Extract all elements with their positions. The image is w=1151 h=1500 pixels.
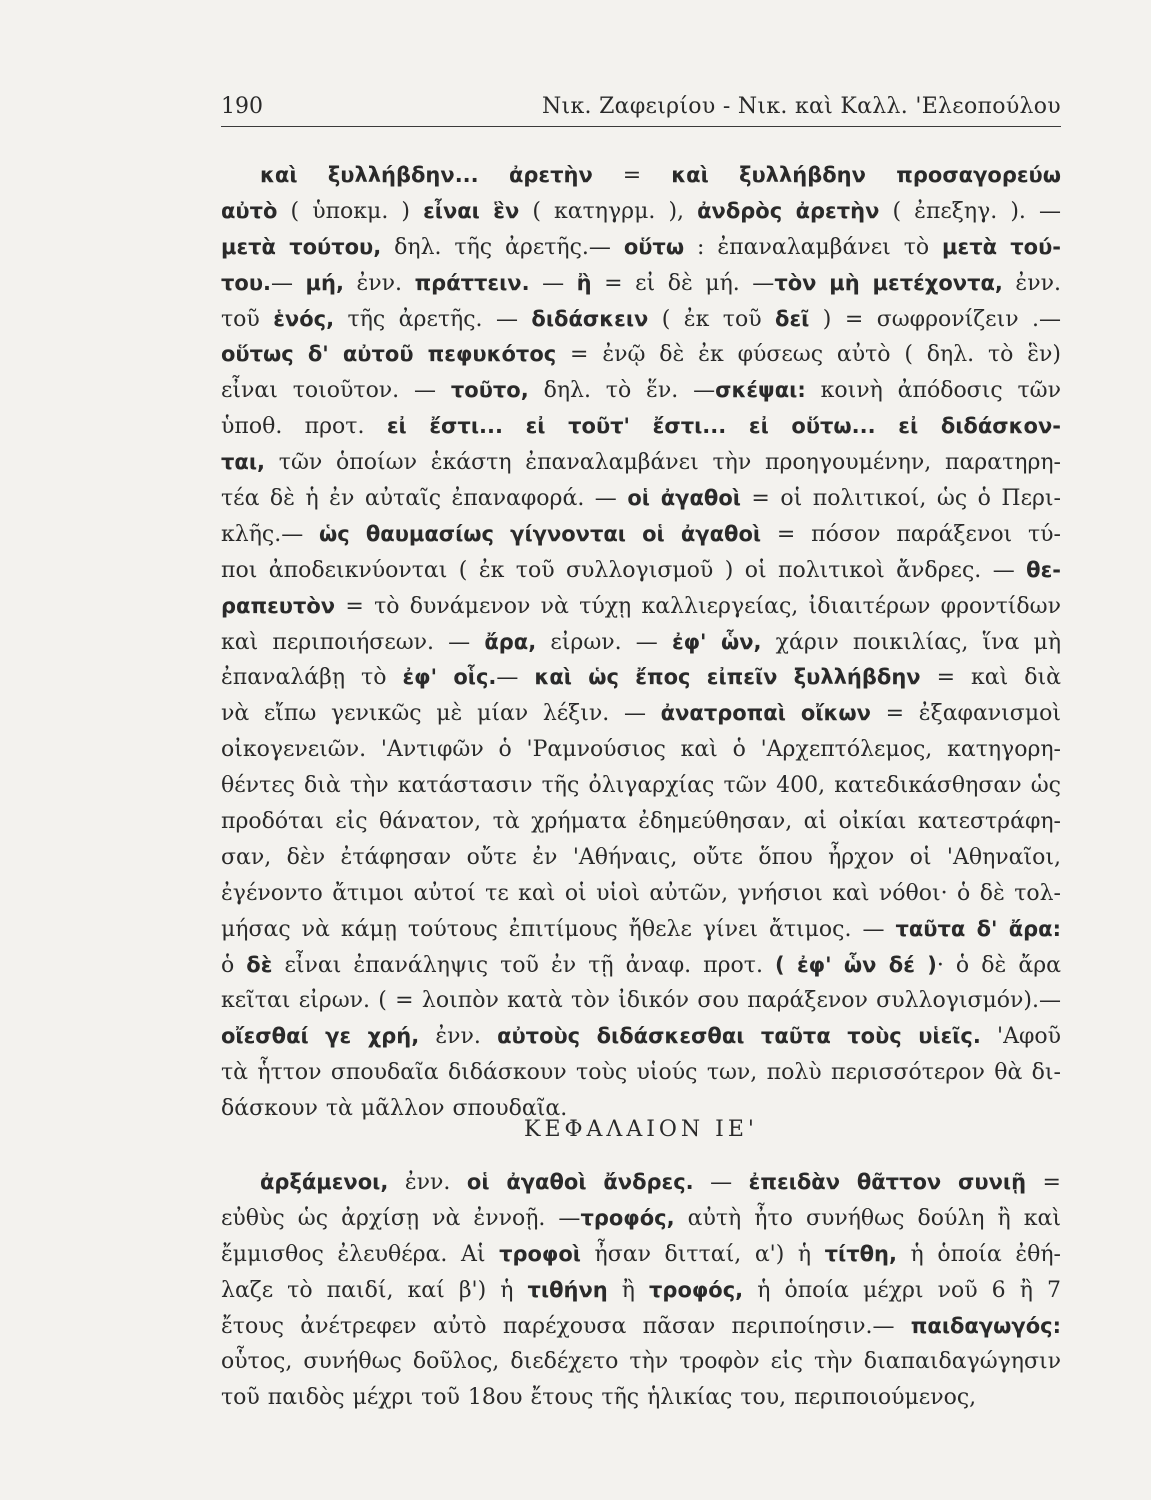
- text-line: [221, 1380, 1061, 1416]
- lemma: οὕτω: [623, 234, 685, 259]
- gloss: προδόται εἰς θάνατον, τὰ χρήματα ἐδημεύθησαν, αἱ οἰκίαι κατεστράφη-: [221, 809, 1061, 835]
- lemma: ἐφ' ὧν,: [671, 629, 762, 654]
- lemma: αὐτοὺς διδάσκεσθαι ταῦτα τοὺς υἱεῖς.: [497, 1024, 981, 1049]
- gloss: ἔτους ἀνέτρεφεν αὐτὸ παρέχουσα πᾶσαν περιποίησιν.—: [221, 1313, 911, 1339]
- lemma: μή,: [305, 270, 344, 295]
- gloss: λαζε τὸ παιδί, καί β') ἡ: [221, 1277, 528, 1303]
- gloss: = πόσον παράξενοι τύ-: [761, 521, 1061, 547]
- lemma: ἀνδρὸς ἀρετὴν: [697, 198, 880, 223]
- lemma: δὲ: [246, 952, 273, 977]
- text-line: [221, 481, 1061, 517]
- lemma: αὐτὸ: [221, 198, 278, 223]
- gloss: · ὁ δὲ ἄρα: [936, 952, 1061, 978]
- gloss: οἰκογενειῶν. 'Αντιφῶν ὁ 'Ραμνούσιος καὶ ὁ 'Αρχεπτόλεμος, κατηγορη-: [221, 737, 1061, 763]
- text-line: [221, 266, 1061, 302]
- text-line: [221, 912, 1061, 948]
- gloss: δηλ. τὸ ἕν. —: [528, 378, 716, 404]
- gloss: =: [592, 163, 672, 188]
- lemma: οἱ ἀγαθοὶ: [627, 486, 741, 511]
- text-line: [221, 732, 1061, 768]
- gloss: ( ὑποκμ. ): [277, 198, 424, 224]
- gloss: κοινὴ ἀπόδοσις τῶν: [805, 378, 1061, 404]
- gloss: κλῆς.—: [221, 521, 320, 547]
- gloss: ἐνν.: [388, 1170, 467, 1195]
- gloss: —: [529, 270, 577, 296]
- gloss: ἡ ὁποία ἐθή-: [896, 1241, 1061, 1267]
- lemma: πράττειν.: [414, 270, 530, 295]
- gloss: = ἐξαφανισμοὶ: [870, 701, 1061, 727]
- text-line: [221, 840, 1061, 876]
- gloss: μήσας νὰ κάμῃ τούτους ἐπιτίμους ἤθελε γίνει ἄτιμος. —: [221, 916, 896, 942]
- gloss: ἐνν.: [419, 1024, 498, 1050]
- lemma: διδάσκειν: [531, 306, 649, 331]
- gloss: ἐνν.: [1002, 270, 1061, 296]
- lemma: παιδαγωγός:: [910, 1313, 1061, 1338]
- gloss: τέα δὲ ἡ ἐν αὐταῖς ἐπαναφορά. —: [221, 486, 628, 512]
- lemma: οἱ ἀγαθοὶ ἄνδρες.: [466, 1170, 694, 1194]
- header-rule: [221, 126, 1061, 127]
- lemma: ἀρξάμενοι,: [260, 1170, 389, 1194]
- lemma: οἴεσθαί γε χρή,: [221, 1024, 420, 1049]
- lemma: καὶ ὡς ἔπος εἰπεῖν ξυλλήβδην: [534, 665, 921, 690]
- gloss: σαν, δὲν ἐτάφησαν οὔτε ἐν 'Αθήναις, οὔτε ὅπου ἦρχον οἱ 'Αθηναῖοι,: [221, 844, 1061, 870]
- lemma: εἶναι ἓν: [423, 198, 520, 223]
- gloss: ἢ: [607, 1277, 650, 1303]
- text-line: [221, 302, 1061, 338]
- gloss: εὐθὺς ὡς ἀρχίσῃ νὰ ἐννοῇ. —: [221, 1205, 581, 1231]
- text-line: [221, 1055, 1061, 1091]
- gloss: ( ἐπεξηγ. ). —: [879, 198, 1061, 224]
- lemma: καὶ ξυλλήβδην... ἀρετὴν: [260, 163, 593, 187]
- text-line: [221, 696, 1061, 732]
- gloss: τὰ ἧττον σπουδαῖα διδάσκουν τοὺς υἱούς των, πολὺ περισσότερον θὰ δι-: [221, 1060, 1061, 1086]
- lemma: ἐφ' οἷς.: [402, 665, 497, 690]
- lemma: μετὰ τού-: [942, 234, 1061, 259]
- running-title: Νικ. Ζαφειρίου - Νικ. καὶ Καλλ. 'Ελεοπούλου: [541, 94, 1061, 119]
- lemma: ἀνατροπαὶ οἴκων: [660, 701, 871, 726]
- lemma: ἐπειδὰν θᾶττον συνιῇ: [748, 1170, 1027, 1194]
- gloss: αὐτὴ ἦτο συνήθως δούλη ἢ καὶ: [674, 1205, 1061, 1231]
- lemma: τιθήνη: [527, 1277, 608, 1302]
- gloss: εἶναι τοιοῦτον. —: [221, 378, 451, 404]
- gloss: —: [271, 270, 306, 296]
- gloss: ) = σωφρονίζειν .—: [809, 306, 1061, 332]
- text-line: [221, 1019, 1061, 1055]
- lemma: εἰ ἔστι... εἰ τοῦτ' ἔστι... εἰ οὕτω... εἰ διδάσκον-: [386, 414, 1061, 439]
- lemma: ἢ: [576, 270, 592, 295]
- gloss: χάριν ποικιλίας, ἵνα μὴ: [761, 629, 1061, 655]
- gloss: —: [693, 1170, 749, 1195]
- text-line: [221, 625, 1061, 661]
- gloss: = καὶ διὰ: [920, 665, 1061, 691]
- gloss: —: [496, 665, 535, 691]
- gloss: δάσκουν τὰ μᾶλλον σπουδαῖα.: [221, 1096, 568, 1122]
- page-number: 190: [221, 94, 263, 119]
- gloss: ὁ: [221, 952, 247, 978]
- lemma: ραπευτὸν: [221, 593, 336, 618]
- text-line: [221, 1165, 1061, 1201]
- text-line: [221, 194, 1061, 230]
- gloss: 'Αφοῦ: [980, 1024, 1061, 1050]
- text-line: [221, 445, 1061, 481]
- text-line: [221, 1309, 1061, 1345]
- lemma: τίτθη,: [824, 1241, 897, 1266]
- gloss: τοῦ παιδὸς μέχρι τοῦ 18ου ἔτους τῆς ἡλικίας του, περιποιούμενος,: [221, 1385, 977, 1411]
- lemma: ἑνός,: [273, 306, 335, 331]
- lemma: καὶ ξυλλήβδην προσαγορεύω: [671, 163, 1061, 187]
- text-line: [221, 517, 1061, 553]
- gloss: νὰ εἴπω γενικῶς μὲ μίαν λέξιν. —: [221, 701, 661, 727]
- gloss: ( κατηγρμ. ),: [519, 198, 698, 224]
- text-line: [221, 804, 1061, 840]
- text-line: [221, 409, 1061, 445]
- text-line: [221, 158, 1061, 194]
- text-line: [221, 1237, 1061, 1273]
- text-line: [221, 589, 1061, 625]
- gloss: : ἐπαναλαμβάνει τὸ: [684, 234, 943, 260]
- gloss: καὶ περιποιήσεων. —: [221, 629, 485, 655]
- gloss: = οἱ πολιτικοί, ὡς ὁ Περι-: [740, 486, 1061, 512]
- text-line: [221, 948, 1061, 984]
- lemma: οὕτως δ' αὐτοῦ πεφυκότος: [221, 342, 557, 367]
- text-line: [221, 660, 1061, 696]
- gloss: ὑποθ. προτ.: [221, 414, 387, 440]
- gloss: ἐνν.: [343, 270, 415, 296]
- lemma: ( ἐφ' ὧν δέ ): [775, 952, 937, 977]
- lemma: μετὰ τούτου,: [221, 234, 382, 259]
- lemma: δεῖ: [775, 306, 810, 331]
- lemma: ὡς θαυμασίως γίγνονται οἱ ἀγαθοὶ: [319, 521, 762, 546]
- gloss: =: [1026, 1170, 1061, 1195]
- gloss: ἡ ὁποία μέχρι νοῦ 6 ἢ 7: [743, 1277, 1061, 1303]
- commentary-text-section-1: [221, 158, 1061, 1127]
- gloss: ἦσαν διτταί, α') ἡ: [580, 1241, 825, 1267]
- gloss: εἶναι ἐπανάληψις τοῦ ἐν τῇ ἀναφ. προτ.: [272, 952, 775, 978]
- text-line: [221, 1201, 1061, 1237]
- text-line: [221, 230, 1061, 266]
- text-line: [221, 1344, 1061, 1380]
- text-line: [221, 876, 1061, 912]
- gloss: ἔμμισθος ἐλευθέρα. Αἱ: [221, 1241, 500, 1267]
- lemma: του.: [221, 270, 271, 295]
- gloss: = ἐνῷ δὲ ἐκ φύσεως αὐτὸ ( δηλ. τὸ ἓν): [556, 342, 1061, 368]
- lemma: σκέψαι:: [715, 378, 806, 403]
- gloss: εἰρων. —: [536, 629, 672, 655]
- gloss: τῶν ὁποίων ἑκάστη ἐπαναλαμβάνει τὴν προηγουμένην, παρατηρη-: [265, 450, 1061, 476]
- lemma: ἄρα,: [484, 629, 537, 654]
- lemma: ταῦτα δ' ἄρα:: [895, 916, 1061, 941]
- text-line: [221, 768, 1061, 804]
- text-line: [221, 1273, 1061, 1309]
- gloss: ποι ἀποδεικνύονται ( ἐκ τοῦ συλλογισμοῦ ) οἱ πολιτικοὶ ἄνδρες. —: [221, 557, 1027, 583]
- gloss: ( ἐκ τοῦ: [648, 306, 776, 332]
- lemma: τοῦτο,: [450, 378, 529, 403]
- gloss: θέντες διὰ τὴν κατάστασιν τῆς ὀλιγαρχίας τῶν 400, κατεδικάσθησαν ὡς: [221, 773, 1061, 799]
- lemma: τὸν μὴ μετέχοντα,: [774, 270, 1003, 295]
- gloss: κεῖται εἰρων. ( = λοιπὸν κατὰ τὸν ἰδικόν σου παράξενον συλλογισμόν).—: [221, 988, 1061, 1014]
- text-line: [221, 983, 1061, 1019]
- text-line: [221, 373, 1061, 409]
- gloss: τῆς ἀρετῆς. —: [334, 306, 532, 332]
- lemma: τροφός,: [649, 1277, 744, 1302]
- gloss: = τὸ δυνάμενον νὰ τύχῃ καλλιεργείας, ἰδιαιτέρων φροντίδων: [335, 593, 1061, 619]
- lemma: τροφός,: [580, 1205, 675, 1230]
- lemma: τροφοὶ: [499, 1241, 581, 1266]
- commentary-text-section-2: [221, 1165, 1061, 1416]
- page-header: [221, 94, 1061, 128]
- text-line: [221, 553, 1061, 589]
- lemma: ται,: [221, 450, 265, 475]
- gloss: οὗτος, συνήθως δοῦλος, διεδέχετο τὴν τροφὸν εἰς τὴν διαπαιδαγώγησιν: [221, 1349, 1061, 1375]
- gloss: ἐπαναλάβῃ τὸ: [221, 665, 403, 691]
- gloss: = εἰ δὲ μή. —: [591, 270, 775, 296]
- text-line: [221, 337, 1061, 373]
- gloss: ἐγένοντο ἄτιμοι αὐτοί τε καὶ οἱ υἱοὶ αὐτῶν, γνήσιοι καὶ νόθοι· ὁ δὲ τολ-: [221, 880, 1061, 906]
- gloss: δηλ. τῆς ἀρετῆς.—: [381, 234, 624, 260]
- lemma: θε-: [1026, 557, 1061, 582]
- chapter-heading: ΚΕΦΑΛΑΙΟΝ ΙΕ': [524, 1117, 758, 1142]
- gloss: τοῦ: [221, 306, 274, 332]
